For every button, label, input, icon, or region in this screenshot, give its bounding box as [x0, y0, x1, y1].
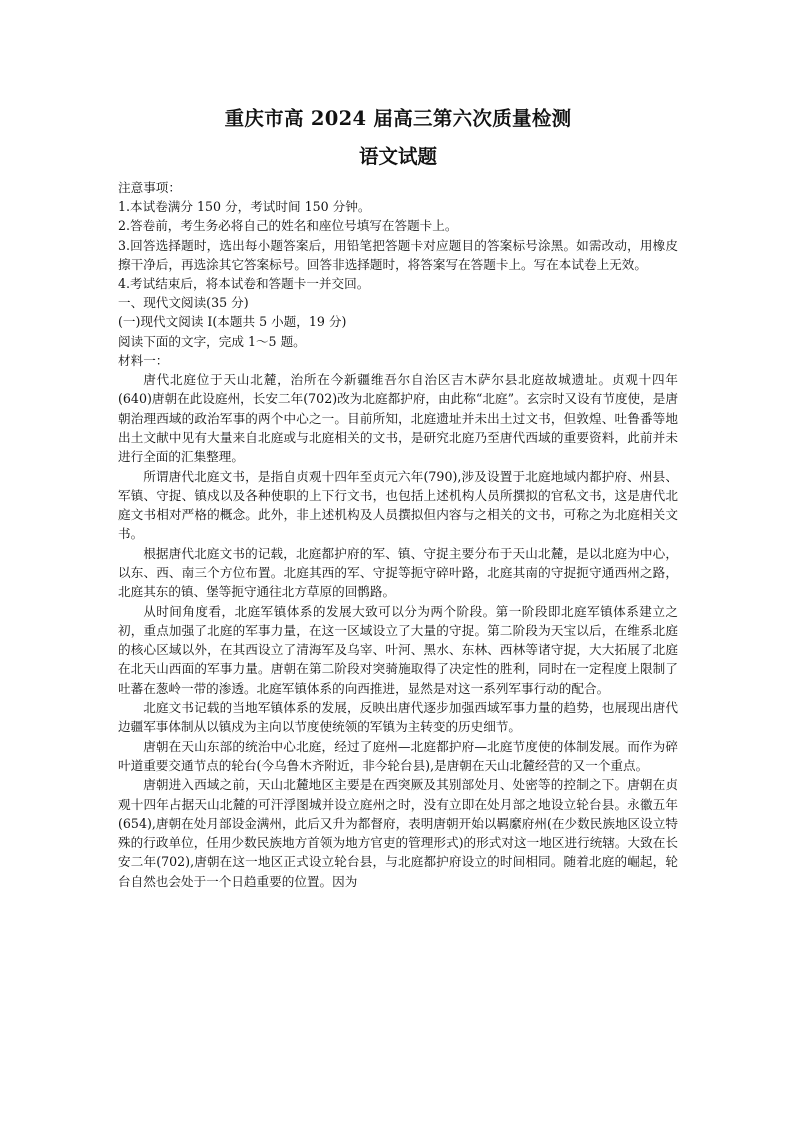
paragraph-6: 唐朝在天山东部的统治中心北庭，经过了庭州—北庭都护府—北庭节度使的体制发展。而作为碎叶道重要交通节点的轮台(今乌鲁木齐附近，非今轮台县),是唐朝在天山北麓经营的又一个重点。	[118, 738, 678, 773]
exam-subtitle: 语文试题	[358, 145, 437, 168]
material-label: 材料一：	[118, 352, 169, 368]
paragraph-5: 北庭文书记载的当地军镇体系的发展，反映出唐代逐步加强西域军事力量的趋势，也展现出唐代边疆军事体制从以镇戍为主向以节度使统领的军镇为主转变的历史细节。	[118, 700, 678, 735]
notes-item-4: 4.考试结束后，将本试卷和答题卡一并交回。	[118, 276, 370, 292]
exam-title: 重庆市高 2024 届高三第六次质量检测	[224, 107, 572, 130]
notes-item-3: 3.回答选择题时，选出每小题答案后，用铅笔把答题卡对应题目的答案标号涂黑。如需改动，用橡皮擦干净后，再选涂其它答案标号。回答非选择题时，将答案写在答题卡上。写在本试卷上无效。	[118, 237, 678, 272]
part-heading: 一、现代文阅读(35 分)	[118, 295, 249, 311]
reading-instruction: 阅读下面的文字，完成 1～5 题。	[118, 333, 306, 349]
paragraph-4: 从时间角度看，北庭军镇体系的发展大致可以分为两个阶段。第一阶段即北庭军镇体系建立之初，重点加强了北庭的军事力量，在这一区域设立了大量的守捉。第二阶段为天宝以后，在维系北庭的核心区域以外，在其西设立了清海军及乌宰、叶河、黑水、东林、西林等诸守捉，大大拓展了北庭在北天山西面的军事力量。唐朝在第二阶段对突骑施取得了决定性的胜利，同时在一定程度上限制了吐蕃在葱岭一带的渗透。北庭军镇体系的向西推进，显然是对这一系列军事行动的配合。	[118, 603, 678, 696]
paragraph-1: 唐代北庭位于天山北麓，治所在今新疆维吾尔自治区吉木萨尔县北庭故城遗址。贞观十四年(640)唐朝在此设庭州，长安二年(702)改为北庭都护府，由此称“北庭”。玄宗时又设有节度使，是唐朝治理西域的政治军事的两个中心之一。目前所知，北庭遗址并未出土过文书，但敦煌、吐鲁番等地出土文献中见有大量来自北庭或与北庭相关的文书，是研究北庭乃至唐代西域的重要资料，此前并未进行全面的汇集整理。	[118, 372, 678, 465]
notes-item-1: 1.本试卷满分 150 分，考试时间 150 分钟。	[118, 199, 371, 215]
notes-heading: 注意事项：	[118, 180, 181, 195]
notes-item-2: 2.答卷前，考生务必将自己的姓名和座位号填写在答题卡上。	[118, 218, 458, 234]
paragraph-2: 所谓唐代北庭文书，是指自贞观十四年至贞元六年(790),涉及设置于北庭地域内都护府、州县、军镇、守捉、镇戍以及各种使职的上下行文书，也包括上述机构人员所撰拟的官私文书，这是唐代北庭文书相对严格的概念。此外，非上述机构及人员撰拟但内容与之相关的文书，可称之为北庭相关文书。	[118, 468, 678, 542]
paragraph-7: 唐朝进入西域之前，天山北麓地区主要是在西突厥及其别部处月、处密等的控制之下。唐朝在贞观十四年占据天山北麓的可汗浮图城并设立庭州之时，没有立即在处月部之地设立轮台县。永徽五年(654),唐朝在处月部设金满州，此后又升为都督府，表明唐朝开始以羁縻府州(在少数民族地区设立特殊的行政单位，任用少数民族地方首领为地方官吏的管理形式)的形式对这一地区进行统辖。大致在长安二年(702),唐朝在这一地区正式设立轮台县，与北庭都护府设立的时间相同。随着北庭的崛起，轮台自然也会处于一个日趋重要的位置。因为	[118, 777, 678, 889]
paragraph-3: 根据唐代北庭文书的记载，北庭都护府的军、镇、守捉主要分布于天山北麓，是以北庭为中心，以东、西、南三个方位布置。北庭其西的军、守捉等扼守碎叶路，北庭其南的守捉扼守通西州之路，北庭其东的镇、堡等扼守通往北方草原的回鹘路。	[118, 545, 678, 600]
sub-heading: (一)现代文阅读 I(本题共 5 小题，19 分)	[118, 314, 347, 330]
exam-page	[118, 104, 678, 891]
